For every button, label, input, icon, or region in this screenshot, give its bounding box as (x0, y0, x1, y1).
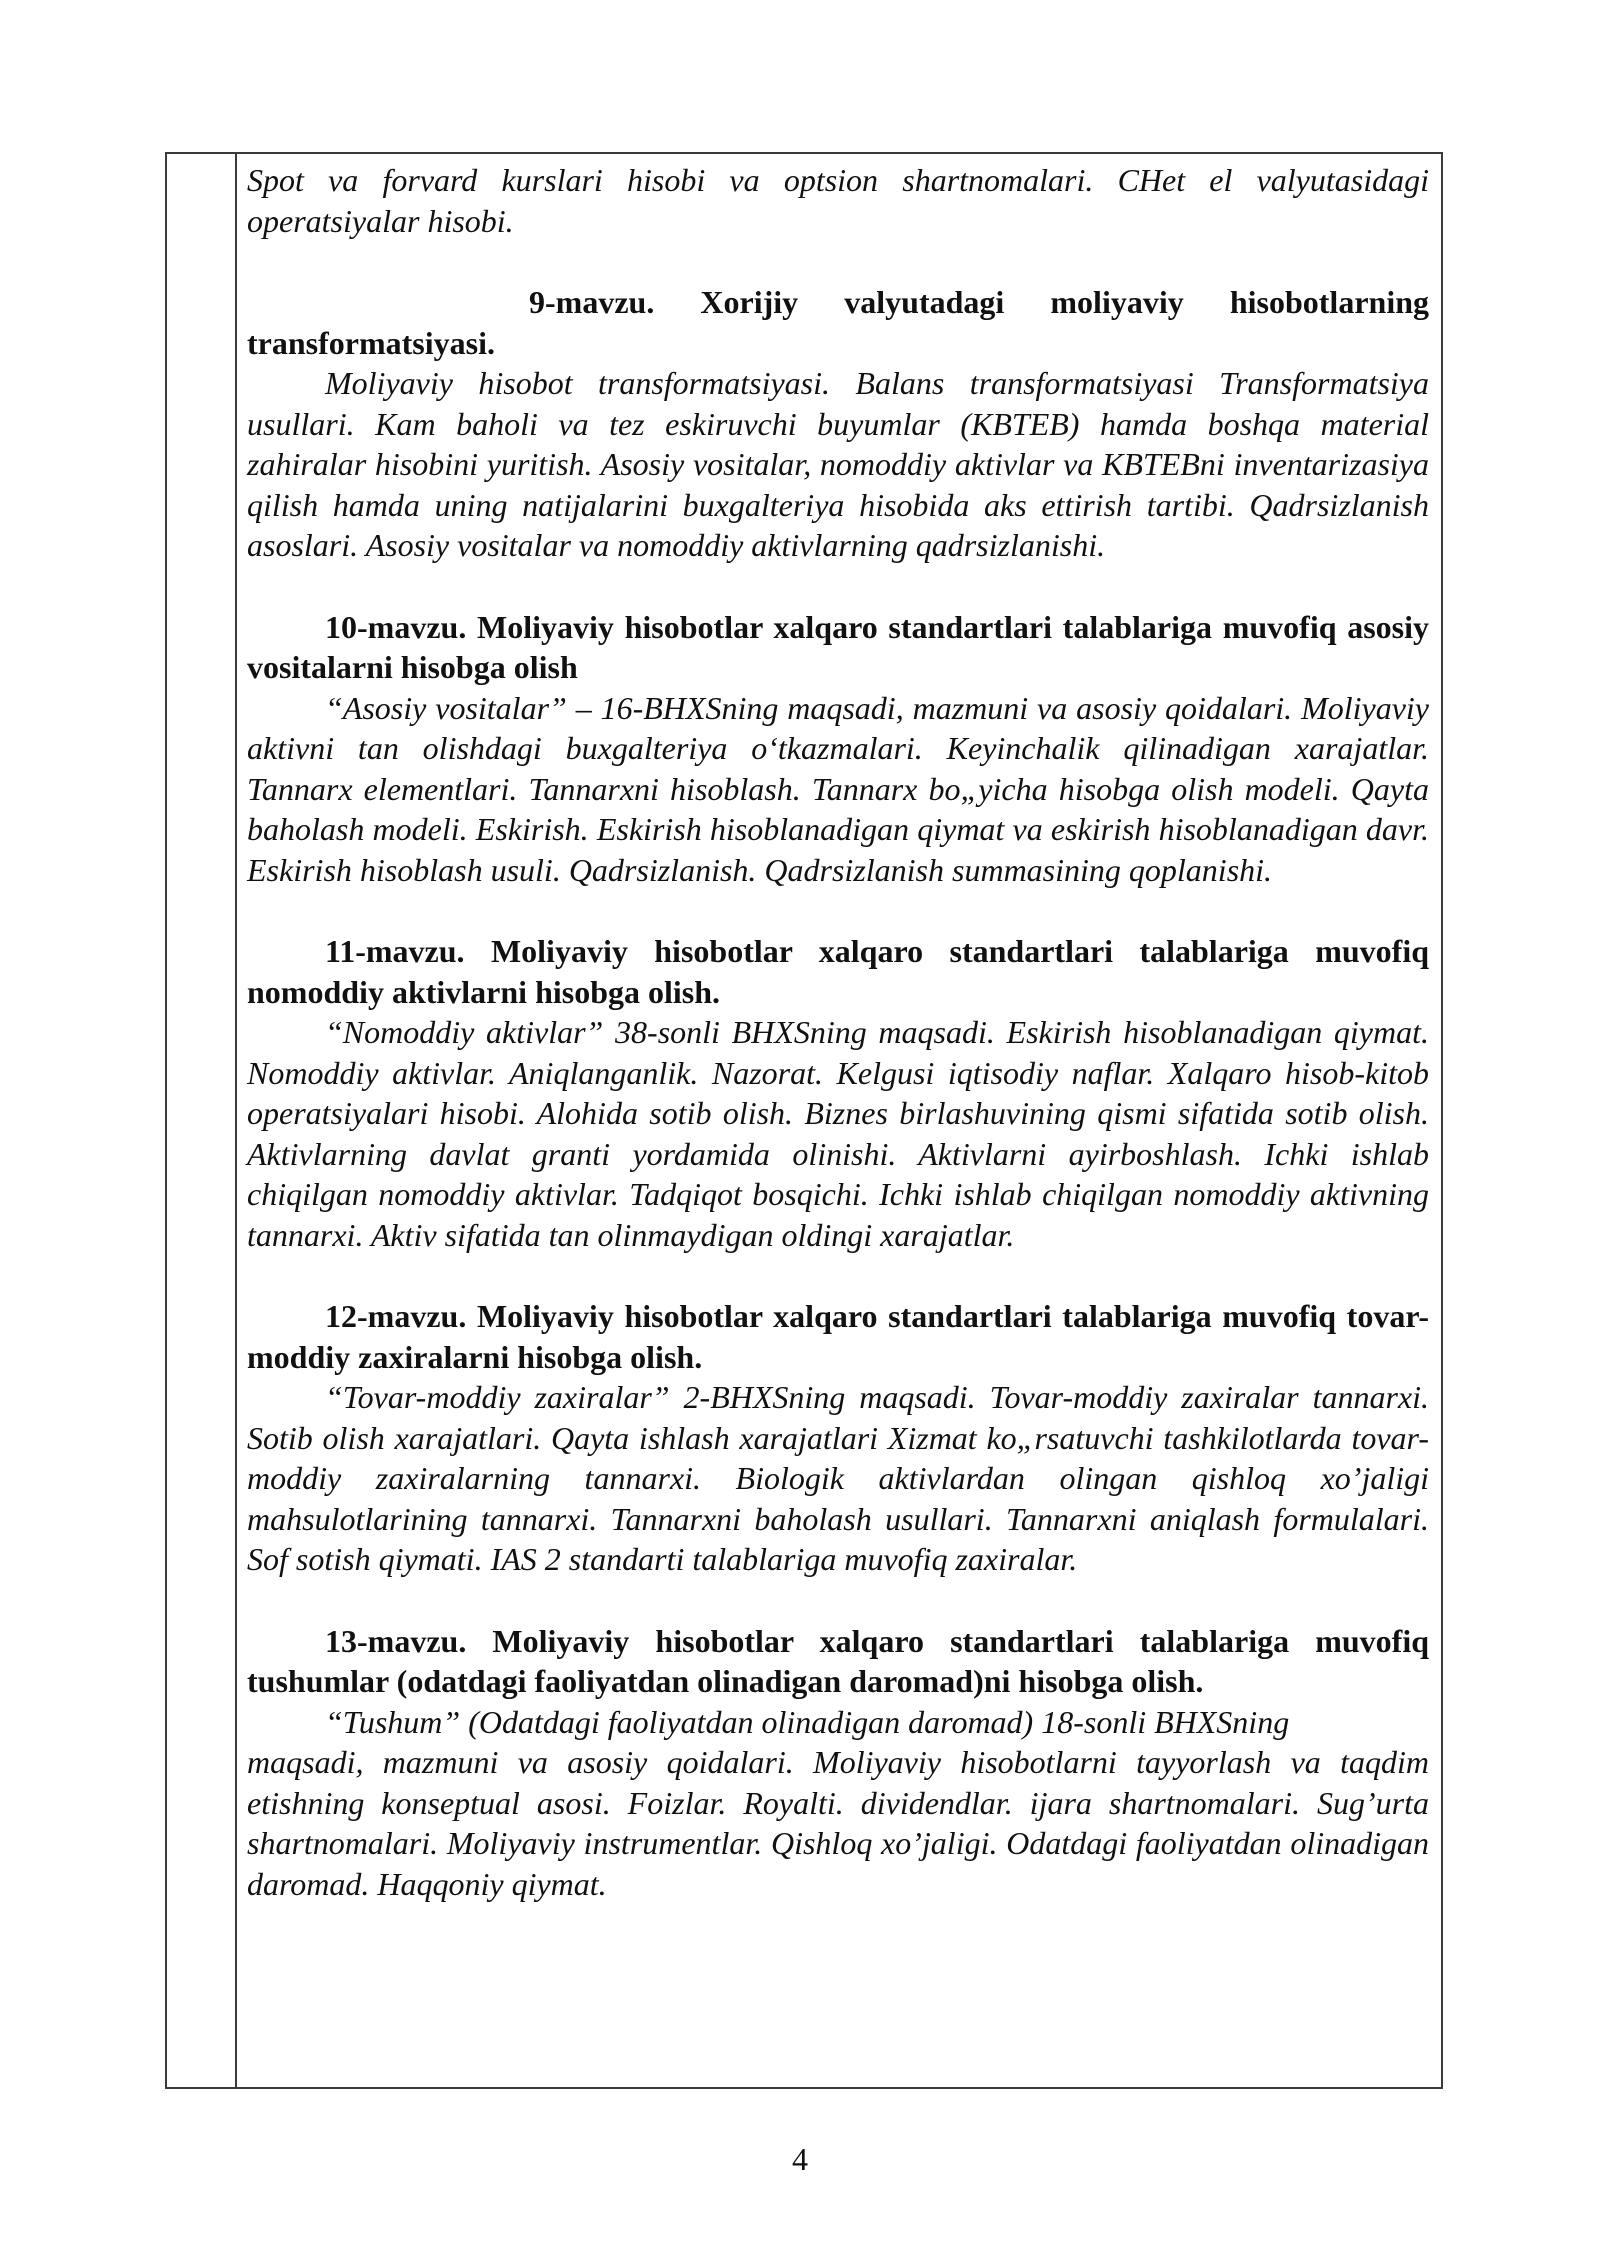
section-heading-9: 9-mavzu. Xorijiy valyutadagi moliyaviy hisobotlarning transformatsiyasi. (247, 284, 1429, 361)
syllabus-table (165, 152, 1443, 2089)
section-body-12: “Tovar-moddiy zaxiralar” 2-BHXSning maqsadi. Tovar-moddiy zaxiralar tannarxi. Sotib olish xarajatlari. Qayta ishlash xarajatlari Xizmat ko„rsatuvchi tashkilotlarda tovar-moddiy zaxiralarning tannarxi. Biologik aktivlardan olingan qishloq xo’jaligi mahsulotlarining tannarxi. Tannarxni baholash usullari. Tannarxni aniqlash formulalari. Sof sotish qiymati. IAS 2 standarti talablariga muvofiq zaxiralar. (247, 1379, 1429, 1577)
section-body-13: maqsadi, mazmuni va asosiy qoidalari. Moliyaviy hisobotlarni tayyorlash va taqdim etishning konseptual asosi. Foizlar. Royalti. dividendlar. ijara shartnomalari. Sug’urta shartnomalari. Moliyaviy instrumentlar. Qishloq xo’jaligi. Odatdagi faoliyatdan olinadigan daromad. Haqqoniy qiymat. (247, 1744, 1429, 1902)
section-heading-12: 12-mavzu. Moliyaviy hisobotlar xalqaro standartlari talablariga muvofiq tovar-moddiy zaxiralarni hisobga olish. (247, 1298, 1429, 1375)
section-heading-11: 11-mavzu. Moliyaviy hisobotlar xalqaro standartlari talablariga muvofiq nomoddiy aktivlarni hisobga olish. (247, 933, 1429, 1010)
section-body-13-first-line: “Tushum” (Odatdagi faoliyatdan olinadigan daromad) 18-sonli BHXSning (325, 1703, 1290, 1740)
section-body-9: Moliyaviy hisobot transformatsiyasi. Balans transformatsiyasi Transformatsiya usullari. Kam baholi va tez eskiruvchi buyumlar (KBTEB) hamda boshqa material zahiralar hisobini yuritish. Asosiy vositalar, nomoddiy aktivlar va KBTEBni inventarizasiya qilish hamda uning natijalarini buxgalteriya hisobida aks ettirish tartibi. Qadrsizlanish asoslari. Asosiy vositalar va nomoddiy aktivlarning qadrsizlanishi. (247, 365, 1429, 563)
section-body-11: “Nomoddiy aktivlar” 38-sonli BHXSning maqsadi. Eskirish hisoblanadigan qiymat. Nomoddiy aktivlar. Aniqlanganlik. Nazorat. Kelgusi iqtisodiy naflar. Xalqaro hisob-kitob operatsiyalari hisobi. Alohida sotib olish. Biznes birlashuvining qismi sifatida sotib olish. Aktivlarning davlat granti yordamida olinishi. Aktivlarni ayirboshlash. Ichki ishlab chiqilgan nomoddiy aktivlar. Tadqiqot bosqichi. Ichki ishlab chiqilgan nomoddiy aktivning tannarxi. Aktiv sifatida tan olinmaydigan oldingi xarajatlar. (247, 1014, 1429, 1253)
section-body-10: “Asosiy vositalar” – 16-BHXSning maqsadi, mazmuni va asosiy qoidalari. Moliyaviy aktivni tan olishdagi buxgalteriya o‘tkazmalari. Keyinchalik qilinadigan xarajatlar. Tannarx elementlari. Tannarxni hisoblash. Tannarx bo„yicha hisobga olish modeli. Qayta baholash modeli. Eskirish. Eskirish hisoblanadigan qiymat va eskirish hisoblanadigan davr. Eskirish hisoblash usuli. Qadrsizlanish. Qadrsizlanish summasining qoplanishi. (247, 689, 1429, 888)
table-left-column (167, 154, 237, 2087)
page-number: 4 (792, 2141, 808, 2177)
section-heading-10: 10-mavzu. Moliyaviy hisobotlar xalqaro standartlari talablariga muvofiq asosiy vositalarni hisobga olish (247, 608, 1429, 685)
table-content-cell (247, 154, 1429, 1904)
intro-paragraph: Spot va forvard kurslari hisobi va optsion shartnomalari. CHet el valyutasidagi operatsiyalar hisobi. (247, 162, 1429, 239)
section-heading-13: 13-mavzu. Moliyaviy hisobotlar xalqaro standartlari talablariga muvofiq tushumlar (odatdagi faoliyatdan olinadigan daromad)ni hisobga olish. (247, 1622, 1429, 1699)
